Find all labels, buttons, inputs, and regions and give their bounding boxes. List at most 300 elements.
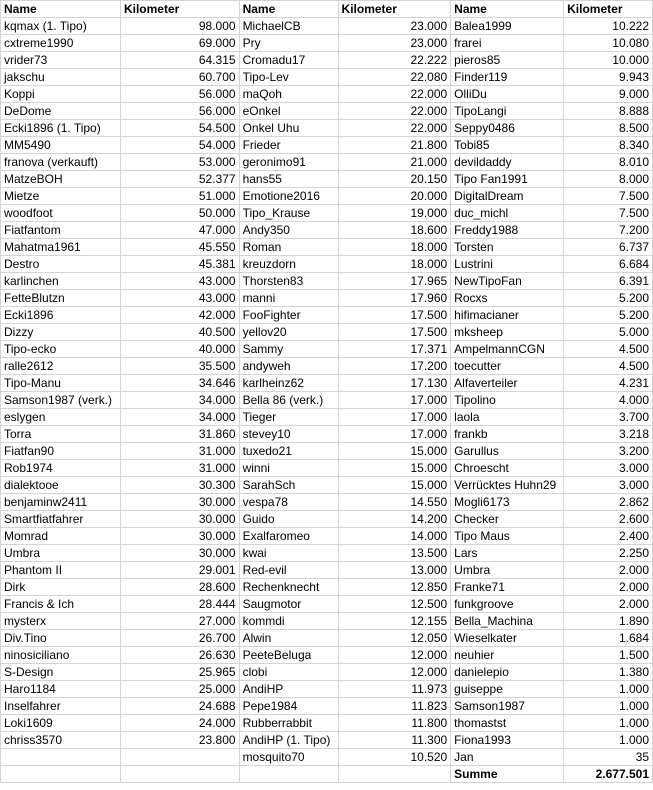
cell-kilometer[interactable]: 15.000: [338, 477, 451, 494]
table-row: [1, 69, 653, 86]
cell-name[interactable]: Garullus: [451, 443, 564, 460]
cell-name[interactable]: hifimacianer: [451, 307, 564, 324]
cell-kilometer[interactable]: 4.500: [564, 341, 653, 358]
cell-kilometer[interactable]: 42.000: [120, 307, 239, 324]
cell-name[interactable]: manni: [239, 290, 338, 307]
table-row: [1, 137, 653, 154]
cell-name[interactable]: Destro: [1, 256, 121, 273]
cell-name[interactable]: andyweh: [239, 358, 338, 375]
cell-kilometer[interactable]: 10.000: [564, 52, 653, 69]
cell-kilometer[interactable]: 28.444: [120, 596, 239, 613]
cell-kilometer[interactable]: 1.000: [564, 732, 653, 749]
cell-kilometer[interactable]: 12.050: [338, 630, 451, 647]
cell-kilometer[interactable]: 40.000: [120, 341, 239, 358]
cell-name[interactable]: Tipo-Lev: [239, 69, 338, 86]
cell-kilometer[interactable]: 2.400: [564, 528, 653, 545]
cell-name[interactable]: Saugmotor: [239, 596, 338, 613]
cell-name[interactable]: Bella_Machina: [451, 613, 564, 630]
cell-kilometer[interactable]: 43.000: [120, 290, 239, 307]
table-row: [1, 18, 653, 35]
cell-kilometer[interactable]: 56.000: [120, 86, 239, 103]
column-header-name[interactable]: Name: [239, 1, 338, 18]
cell-kilometer[interactable]: 8.000: [564, 171, 653, 188]
cell-kilometer[interactable]: 40.500: [120, 324, 239, 341]
cell-kilometer[interactable]: 1.000: [564, 698, 653, 715]
cell-kilometer[interactable]: 7.500: [564, 188, 653, 205]
cell-kilometer[interactable]: 1.380: [564, 664, 653, 681]
cell-name[interactable]: Tipo-Manu: [1, 375, 121, 392]
table-row: [1, 358, 653, 375]
cell-kilometer[interactable]: 26.700: [120, 630, 239, 647]
cell-name[interactable]: PeeteBeluga: [239, 647, 338, 664]
cell-name[interactable]: tuxedo21: [239, 443, 338, 460]
cell-name[interactable]: stevey10: [239, 426, 338, 443]
cell-name[interactable]: pieros85: [451, 52, 564, 69]
cell-name[interactable]: Rob1974: [1, 460, 121, 477]
cell-name[interactable]: Roman: [239, 239, 338, 256]
cell-kilometer[interactable]: 9.000: [564, 86, 653, 103]
table-row: [1, 681, 653, 698]
cell-kilometer[interactable]: 5.200: [564, 290, 653, 307]
cell-kilometer[interactable]: 43.000: [120, 273, 239, 290]
cell-name[interactable]: DigitalDream: [451, 188, 564, 205]
cell-kilometer[interactable]: 8.888: [564, 103, 653, 120]
cell-name[interactable]: Momrad: [1, 528, 121, 545]
cell-kilometer[interactable]: 17.371: [338, 341, 451, 358]
table-row: [1, 188, 653, 205]
cell-kilometer[interactable]: 6.684: [564, 256, 653, 273]
cell-name[interactable]: thomastst: [451, 715, 564, 732]
cell-kilometer[interactable]: 3.000: [564, 460, 653, 477]
cell-name[interactable]: Rocxs: [451, 290, 564, 307]
cell-kilometer[interactable]: 6.391: [564, 273, 653, 290]
cell-name[interactable]: vespa78: [239, 494, 338, 511]
cell-kilometer[interactable]: 25.965: [120, 664, 239, 681]
cell-kilometer[interactable]: 30.000: [120, 528, 239, 545]
cell-kilometer[interactable]: 12.155: [338, 613, 451, 630]
cell-name[interactable]: Pry: [239, 35, 338, 52]
cell-kilometer[interactable]: 4.000: [564, 392, 653, 409]
cell-kilometer[interactable]: 2.000: [564, 596, 653, 613]
cell-kilometer[interactable]: 27.000: [120, 613, 239, 630]
cell-kilometer[interactable]: 6.737: [564, 239, 653, 256]
cell-name[interactable]: maQoh: [239, 86, 338, 103]
cell-name[interactable]: laola: [451, 409, 564, 426]
cell-kilometer[interactable]: 54.500: [120, 120, 239, 137]
cell-name[interactable]: Umbra: [1, 545, 121, 562]
cell-kilometer[interactable]: 56.000: [120, 103, 239, 120]
cell-kilometer[interactable]: 30.000: [120, 494, 239, 511]
cell-name[interactable]: Francis & Ich: [1, 596, 121, 613]
cell-kilometer[interactable]: 35: [564, 749, 653, 766]
cell-name[interactable]: Rechenknecht: [239, 579, 338, 596]
cell-kilometer[interactable]: 1.684: [564, 630, 653, 647]
cell-kilometer[interactable]: 30.000: [120, 511, 239, 528]
cell-name[interactable]: karlinchen: [1, 273, 121, 290]
cell-kilometer[interactable]: 23.000: [338, 35, 451, 52]
cell-name[interactable]: kommdi: [239, 613, 338, 630]
cell-kilometer[interactable]: 21.000: [338, 154, 451, 171]
cell-kilometer[interactable]: 10.222: [564, 18, 653, 35]
cell-name[interactable]: Mahatma1961: [1, 239, 121, 256]
cell-kilometer[interactable]: 21.800: [338, 137, 451, 154]
cell-kilometer[interactable]: 26.630: [120, 647, 239, 664]
cell-kilometer[interactable]: 1.000: [564, 681, 653, 698]
cell-name[interactable]: DeDome: [1, 103, 121, 120]
cell-name[interactable]: Emotione2016: [239, 188, 338, 205]
cell-name[interactable]: Mietze: [1, 188, 121, 205]
cell-kilometer[interactable]: 5.200: [564, 307, 653, 324]
table-row: [1, 324, 653, 341]
cell-kilometer[interactable]: 34.000: [120, 392, 239, 409]
cell-name[interactable]: Tobi85: [451, 137, 564, 154]
cell-kilometer[interactable]: 8.340: [564, 137, 653, 154]
column-header-kilometer[interactable]: Kilometer: [564, 1, 653, 18]
cell-name[interactable]: MichaelCB: [239, 18, 338, 35]
cell-name[interactable]: OlliDu: [451, 86, 564, 103]
cell-name[interactable]: Smartfiatfahrer: [1, 511, 121, 528]
cell-kilometer[interactable]: 1.890: [564, 613, 653, 630]
cell-name[interactable]: Haro1184: [1, 681, 121, 698]
cell-name[interactable]: Fiatfantom: [1, 222, 121, 239]
table-row: [1, 307, 653, 324]
cell-name[interactable]: Lustrini: [451, 256, 564, 273]
cell-kilometer[interactable]: 10.080: [564, 35, 653, 52]
cell-name[interactable]: Fiona1993: [451, 732, 564, 749]
cell-name[interactable]: Samson1987: [451, 698, 564, 715]
column-header-kilometer[interactable]: Kilometer: [120, 1, 239, 18]
cell-name[interactable]: Alfaverteiler: [451, 375, 564, 392]
cell-kilometer[interactable]: 52.377: [120, 171, 239, 188]
cell-kilometer[interactable]: 14.200: [338, 511, 451, 528]
cell-kilometer[interactable]: 17.500: [338, 324, 451, 341]
cell-kilometer[interactable]: 20.150: [338, 171, 451, 188]
cell-name[interactable]: NewTipoFan: [451, 273, 564, 290]
cell-kilometer[interactable]: 47.000: [120, 222, 239, 239]
cell-name[interactable]: Loki1609: [1, 715, 121, 732]
cell-kilometer[interactable]: 15.000: [338, 460, 451, 477]
cell-kilometer[interactable]: 2.000: [564, 562, 653, 579]
cell-name[interactable]: SarahSch: [239, 477, 338, 494]
cell-name[interactable]: kreuzdorn: [239, 256, 338, 273]
cell-kilometer[interactable]: 13.000: [338, 562, 451, 579]
table-row: [1, 715, 653, 732]
table-row: [1, 86, 653, 103]
cell-name[interactable]: Ecki1896: [1, 307, 121, 324]
cell-kilometer[interactable]: 25.000: [120, 681, 239, 698]
cell-name[interactable]: Ecki1896 (1. Tipo): [1, 120, 121, 137]
column-header-name[interactable]: Name: [451, 1, 564, 18]
cell-kilometer[interactable]: 12.000: [338, 647, 451, 664]
cell-name[interactable]: winni: [239, 460, 338, 477]
cell-kilometer[interactable]: 24.000: [120, 715, 239, 732]
cell-name[interactable]: MatzeBOH: [1, 171, 121, 188]
cell-kilometer[interactable]: 13.500: [338, 545, 451, 562]
cell-kilometer[interactable]: 14.550: [338, 494, 451, 511]
cell-kilometer[interactable]: 30.000: [120, 545, 239, 562]
cell-kilometer[interactable]: 29.001: [120, 562, 239, 579]
cell-name[interactable]: Guido: [239, 511, 338, 528]
cell-kilometer[interactable]: 4.500: [564, 358, 653, 375]
cell-name[interactable]: Torra: [1, 426, 121, 443]
cell-name[interactable]: frankb: [451, 426, 564, 443]
cell-name[interactable]: kqmax (1. Tipo): [1, 18, 121, 35]
cell-name[interactable]: [239, 766, 338, 783]
cell-name[interactable]: [1, 766, 121, 783]
cell-name[interactable]: MM5490: [1, 137, 121, 154]
cell-name[interactable]: Wieselkater: [451, 630, 564, 647]
cell-name[interactable]: Tipolino: [451, 392, 564, 409]
cell-kilometer[interactable]: [338, 766, 451, 783]
cell-name[interactable]: Samson1987 (verk.): [1, 392, 121, 409]
cell-kilometer[interactable]: 17.500: [338, 307, 451, 324]
cell-kilometer[interactable]: [120, 749, 239, 766]
cell-name[interactable]: Koppi: [1, 86, 121, 103]
cell-name[interactable]: FetteBlutzn: [1, 290, 121, 307]
cell-kilometer[interactable]: 17.200: [338, 358, 451, 375]
cell-kilometer[interactable]: 1.000: [564, 715, 653, 732]
table-row: [1, 647, 653, 664]
table-row: [1, 477, 653, 494]
cell-name[interactable]: dialektooe: [1, 477, 121, 494]
table-row: [1, 579, 653, 596]
cell-kilometer[interactable]: 54.000: [120, 137, 239, 154]
cell-name[interactable]: ralle2612: [1, 358, 121, 375]
cell-kilometer[interactable]: 2.000: [564, 579, 653, 596]
cell-name[interactable]: vrider73: [1, 52, 121, 69]
cell-kilometer[interactable]: 11.973: [338, 681, 451, 698]
cell-name[interactable]: funkgroove: [451, 596, 564, 613]
cell-kilometer[interactable]: 22.080: [338, 69, 451, 86]
cell-kilometer[interactable]: 45.381: [120, 256, 239, 273]
table-row: [1, 460, 653, 477]
cell-kilometer[interactable]: 12.500: [338, 596, 451, 613]
cell-name[interactable]: benjaminw2411: [1, 494, 121, 511]
cell-kilometer[interactable]: 2.862: [564, 494, 653, 511]
table-row: [1, 443, 653, 460]
cell-name[interactable]: Onkel Uhu: [239, 120, 338, 137]
cell-kilometer[interactable]: 22.000: [338, 86, 451, 103]
table-row: [1, 103, 653, 120]
cell-kilometer[interactable]: 64.315: [120, 52, 239, 69]
cell-kilometer[interactable]: 10.520: [338, 749, 451, 766]
cell-kilometer[interactable]: 19.000: [338, 205, 451, 222]
cell-name[interactable]: Tipo-ecko: [1, 341, 121, 358]
cell-kilometer[interactable]: 7.200: [564, 222, 653, 239]
cell-kilometer[interactable]: 98.000: [120, 18, 239, 35]
cell-kilometer[interactable]: 18.600: [338, 222, 451, 239]
cell-kilometer[interactable]: 7.500: [564, 205, 653, 222]
table-row: [1, 494, 653, 511]
cell-name[interactable]: duc_michl: [451, 205, 564, 222]
cell-name[interactable]: Cromadu17: [239, 52, 338, 69]
cell-kilometer[interactable]: 17.000: [338, 392, 451, 409]
cell-name[interactable]: Dizzy: [1, 324, 121, 341]
cell-name[interactable]: Seppy0486: [451, 120, 564, 137]
cell-name[interactable]: Exalfaromeo: [239, 528, 338, 545]
cell-name[interactable]: Bella 86 (verk.): [239, 392, 338, 409]
cell-name[interactable]: Jan: [451, 749, 564, 766]
header-row: [1, 1, 653, 18]
cell-kilometer[interactable]: 60.700: [120, 69, 239, 86]
cell-name[interactable]: Alwin: [239, 630, 338, 647]
table-row: [1, 375, 653, 392]
cell-kilometer[interactable]: [120, 766, 239, 783]
column-header-name[interactable]: Name: [1, 1, 121, 18]
cell-name[interactable]: [1, 749, 121, 766]
cell-name[interactable]: Torsten: [451, 239, 564, 256]
cell-kilometer[interactable]: 24.688: [120, 698, 239, 715]
cell-kilometer[interactable]: 12.000: [338, 664, 451, 681]
cell-name[interactable]: cxtreme1990: [1, 35, 121, 52]
cell-name[interactable]: FooFighter: [239, 307, 338, 324]
cell-kilometer[interactable]: 11.823: [338, 698, 451, 715]
cell-kilometer[interactable]: 23.800: [120, 732, 239, 749]
cell-kilometer[interactable]: 22.222: [338, 52, 451, 69]
cell-kilometer[interactable]: 9.943: [564, 69, 653, 86]
cell-kilometer[interactable]: 11.800: [338, 715, 451, 732]
cell-name[interactable]: Phantom II: [1, 562, 121, 579]
cell-name[interactable]: eslygen: [1, 409, 121, 426]
cell-name[interactable]: Freddy1988: [451, 222, 564, 239]
cell-kilometer[interactable]: 2.677.501: [564, 766, 653, 783]
cell-name[interactable]: Andy350: [239, 222, 338, 239]
cell-name[interactable]: chriss3570: [1, 732, 121, 749]
cell-name[interactable]: Tipo_Krause: [239, 205, 338, 222]
cell-name[interactable]: TipoLangi: [451, 103, 564, 120]
cell-name[interactable]: jakschu: [1, 69, 121, 86]
cell-name[interactable]: Thorsten83: [239, 273, 338, 290]
cell-name[interactable]: Red-evil: [239, 562, 338, 579]
cell-kilometer[interactable]: 23.000: [338, 18, 451, 35]
cell-name[interactable]: AndiHP: [239, 681, 338, 698]
cell-name[interactable]: AmpelmannCGN: [451, 341, 564, 358]
cell-kilometer[interactable]: 31.000: [120, 460, 239, 477]
cell-kilometer[interactable]: 1.500: [564, 647, 653, 664]
cell-kilometer[interactable]: 17.130: [338, 375, 451, 392]
cell-name[interactable]: Mogli6173: [451, 494, 564, 511]
cell-name[interactable]: mysterx: [1, 613, 121, 630]
cell-name[interactable]: Balea1999: [451, 18, 564, 35]
cell-name[interactable]: Inselfahrer: [1, 698, 121, 715]
cell-kilometer[interactable]: 18.000: [338, 256, 451, 273]
cell-kilometer[interactable]: 18.000: [338, 239, 451, 256]
cell-kilometer[interactable]: 69.000: [120, 35, 239, 52]
cell-name[interactable]: eOnkel: [239, 103, 338, 120]
cell-name[interactable]: geronimo91: [239, 154, 338, 171]
cell-name[interactable]: guiseppe: [451, 681, 564, 698]
cell-name[interactable]: Tipo Fan1991: [451, 171, 564, 188]
cell-kilometer[interactable]: 5.000: [564, 324, 653, 341]
cell-kilometer[interactable]: 28.600: [120, 579, 239, 596]
cell-kilometer[interactable]: 17.960: [338, 290, 451, 307]
cell-kilometer[interactable]: 17.000: [338, 409, 451, 426]
cell-kilometer[interactable]: 30.300: [120, 477, 239, 494]
cell-kilometer[interactable]: 14.000: [338, 528, 451, 545]
cell-kilometer[interactable]: 3.218: [564, 426, 653, 443]
cell-name[interactable]: neuhier: [451, 647, 564, 664]
cell-name[interactable]: Div.Tino: [1, 630, 121, 647]
cell-name[interactable]: franova (verkauft): [1, 154, 121, 171]
cell-name[interactable]: Franke71: [451, 579, 564, 596]
cell-name[interactable]: Rubberrabbit: [239, 715, 338, 732]
cell-kilometer[interactable]: 53.000: [120, 154, 239, 171]
cell-kilometer[interactable]: 17.965: [338, 273, 451, 290]
cell-name[interactable]: mksheep: [451, 324, 564, 341]
cell-kilometer[interactable]: 3.200: [564, 443, 653, 460]
cell-name[interactable]: hans55: [239, 171, 338, 188]
cell-kilometer[interactable]: 11.300: [338, 732, 451, 749]
cell-kilometer[interactable]: 3.000: [564, 477, 653, 494]
cell-kilometer[interactable]: 8.010: [564, 154, 653, 171]
cell-name[interactable]: Verrücktes Huhn29: [451, 477, 564, 494]
cell-name[interactable]: Umbra: [451, 562, 564, 579]
cell-name[interactable]: karlheinz62: [239, 375, 338, 392]
cell-name[interactable]: AndiHP (1. Tipo): [239, 732, 338, 749]
cell-name[interactable]: Fiatfan90: [1, 443, 121, 460]
cell-name[interactable]: Dirk: [1, 579, 121, 596]
cell-name[interactable]: Tieger: [239, 409, 338, 426]
cell-name[interactable]: Tipo Maus: [451, 528, 564, 545]
cell-name[interactable]: mosquito70: [239, 749, 338, 766]
cell-kilometer[interactable]: 8.500: [564, 120, 653, 137]
cell-kilometer[interactable]: 12.850: [338, 579, 451, 596]
cell-name[interactable]: Pepe1984: [239, 698, 338, 715]
cell-name[interactable]: Frieder: [239, 137, 338, 154]
table-row: [1, 528, 653, 545]
cell-name[interactable]: danielepio: [451, 664, 564, 681]
cell-kilometer[interactable]: 51.000: [120, 188, 239, 205]
table-row: [1, 732, 653, 749]
table-row: [1, 698, 653, 715]
cell-name[interactable]: Sammy: [239, 341, 338, 358]
cell-kilometer[interactable]: 2.600: [564, 511, 653, 528]
cell-kilometer[interactable]: 45.550: [120, 239, 239, 256]
cell-kilometer[interactable]: 3.700: [564, 409, 653, 426]
cell-kilometer[interactable]: 34.000: [120, 409, 239, 426]
cell-name[interactable]: Summe: [451, 766, 564, 783]
cell-name[interactable]: yellov20: [239, 324, 338, 341]
cell-kilometer[interactable]: 2.250: [564, 545, 653, 562]
cell-kilometer[interactable]: 4.231: [564, 375, 653, 392]
cell-name[interactable]: Checker: [451, 511, 564, 528]
cell-name[interactable]: Chroescht: [451, 460, 564, 477]
cell-name[interactable]: devildaddy: [451, 154, 564, 171]
column-header-kilometer[interactable]: Kilometer: [338, 1, 451, 18]
cell-kilometer[interactable]: 31.000: [120, 443, 239, 460]
cell-kilometer[interactable]: 35.500: [120, 358, 239, 375]
cell-kilometer[interactable]: 22.000: [338, 103, 451, 120]
cell-name[interactable]: ninosiciliano: [1, 647, 121, 664]
cell-kilometer[interactable]: 50.000: [120, 205, 239, 222]
cell-kilometer[interactable]: 34.646: [120, 375, 239, 392]
cell-name[interactable]: frarei: [451, 35, 564, 52]
table-row: [1, 273, 653, 290]
cell-kilometer[interactable]: 22.000: [338, 120, 451, 137]
cell-name[interactable]: toecutter: [451, 358, 564, 375]
cell-name[interactable]: Lars: [451, 545, 564, 562]
cell-name[interactable]: woodfoot: [1, 205, 121, 222]
cell-kilometer[interactable]: 17.000: [338, 426, 451, 443]
cell-name[interactable]: S-Design: [1, 664, 121, 681]
table-row: [1, 239, 653, 256]
cell-name[interactable]: Finder119: [451, 69, 564, 86]
cell-kilometer[interactable]: 15.000: [338, 443, 451, 460]
cell-kilometer[interactable]: 20.000: [338, 188, 451, 205]
cell-name[interactable]: clobi: [239, 664, 338, 681]
cell-kilometer[interactable]: 31.860: [120, 426, 239, 443]
cell-name[interactable]: kwai: [239, 545, 338, 562]
